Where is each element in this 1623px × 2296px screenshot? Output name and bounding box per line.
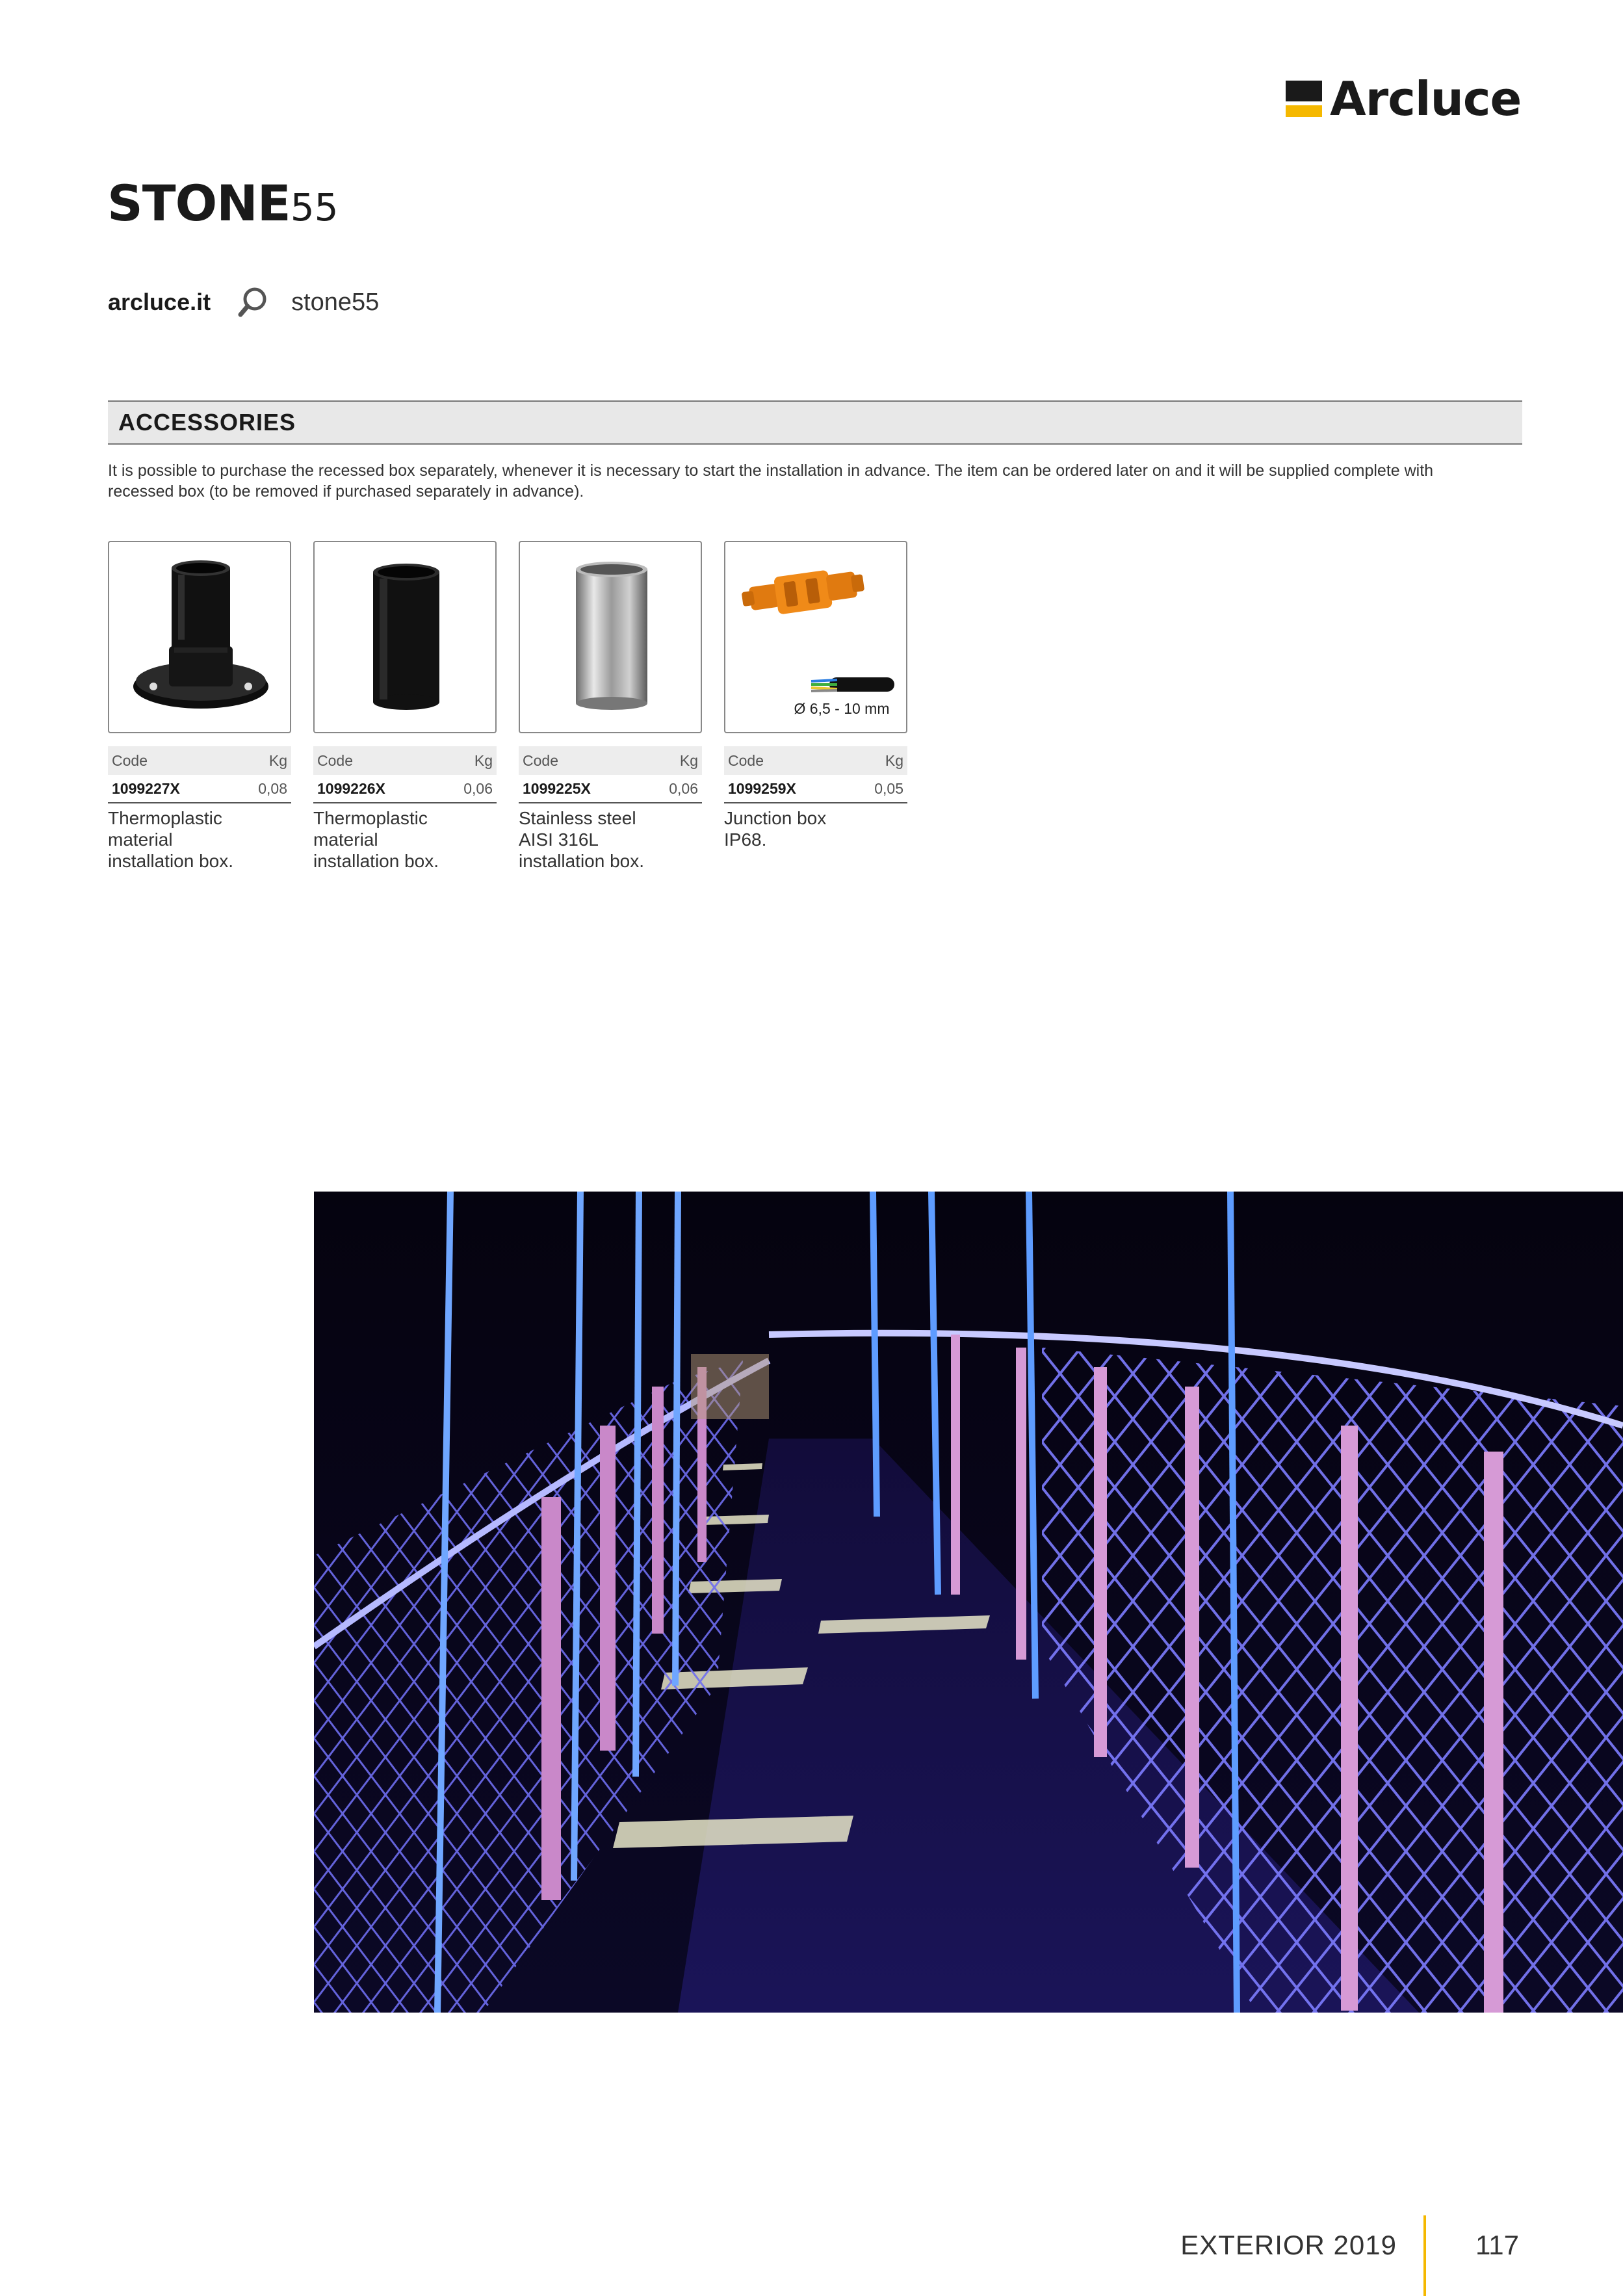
accessory-image	[724, 541, 907, 733]
thermoplastic-box-with-flange-icon	[109, 542, 291, 733]
accessory-card	[519, 541, 702, 872]
brand-logo	[1286, 73, 1521, 125]
product-code: 1099259X	[728, 779, 796, 797]
code-header: Code	[317, 751, 353, 769]
product-code: 1099225X	[523, 779, 591, 797]
cable-diameter-label: Ø 6,5 - 10 mm	[794, 700, 890, 717]
product-code: 1099226X	[317, 779, 385, 797]
accessory-image	[519, 541, 702, 733]
search-query: stone55	[291, 288, 380, 316]
accessory-card	[724, 541, 907, 850]
accessory-description: Junction box IP68.	[724, 808, 827, 850]
kg-header: Kg	[679, 751, 698, 769]
accessory-card	[108, 541, 291, 872]
product-title	[107, 174, 339, 232]
code-header: Code	[112, 751, 148, 769]
product-weight: 0,06	[669, 779, 698, 797]
product-weight: 0,08	[258, 779, 287, 797]
section-intro: It is possible to purchase the recessed box separately, whenever it is necessary to start the installation in advance. The item can be ordered later on and it will be supplied complete with recessed box (to be removed if purchased separately in advance).	[108, 462, 1434, 501]
accessory-image	[313, 541, 497, 733]
code-header: Code	[728, 751, 764, 769]
product-weight: 0,06	[463, 779, 493, 797]
accessory-card	[313, 541, 497, 872]
accessory-table	[313, 746, 497, 803]
page-number: 117	[1475, 2230, 1519, 2260]
thermoplastic-tube-icon	[315, 542, 497, 733]
kg-header: Kg	[474, 751, 493, 769]
code-header: Code	[523, 751, 558, 769]
search-reference	[108, 285, 379, 320]
footer-section: EXTERIOR 2019	[1180, 2230, 1397, 2260]
logo-mark-icon	[1286, 81, 1322, 117]
accessory-description: Stainless steel AISI 316L installation box.	[519, 808, 645, 871]
accessory-image	[108, 541, 291, 733]
installation-photo	[314, 1192, 1623, 2013]
section-header	[108, 400, 1522, 445]
product-name: STONE	[107, 174, 291, 232]
kg-header: Kg	[268, 751, 287, 769]
accessory-table	[519, 746, 702, 803]
footer-divider	[1423, 2215, 1426, 2296]
brand-name: Arcluce	[1330, 72, 1522, 126]
accessory-table	[108, 746, 291, 803]
site-url[interactable]: arcluce.it	[108, 289, 211, 315]
section-title: ACCESSORIES	[118, 409, 296, 436]
stainless-steel-tube-icon	[520, 542, 702, 733]
product-weight: 0,05	[874, 779, 903, 797]
accessory-table	[724, 746, 907, 803]
product-number: 55	[290, 185, 339, 229]
bridge-photo-illustration	[314, 1192, 1623, 2013]
kg-header: Kg	[885, 751, 903, 769]
product-code: 1099227X	[112, 779, 180, 797]
accessory-description: Thermoplastic material installation box.	[313, 808, 439, 871]
accessory-description: Thermoplastic material installation box.	[108, 808, 234, 871]
search-icon	[235, 285, 270, 320]
